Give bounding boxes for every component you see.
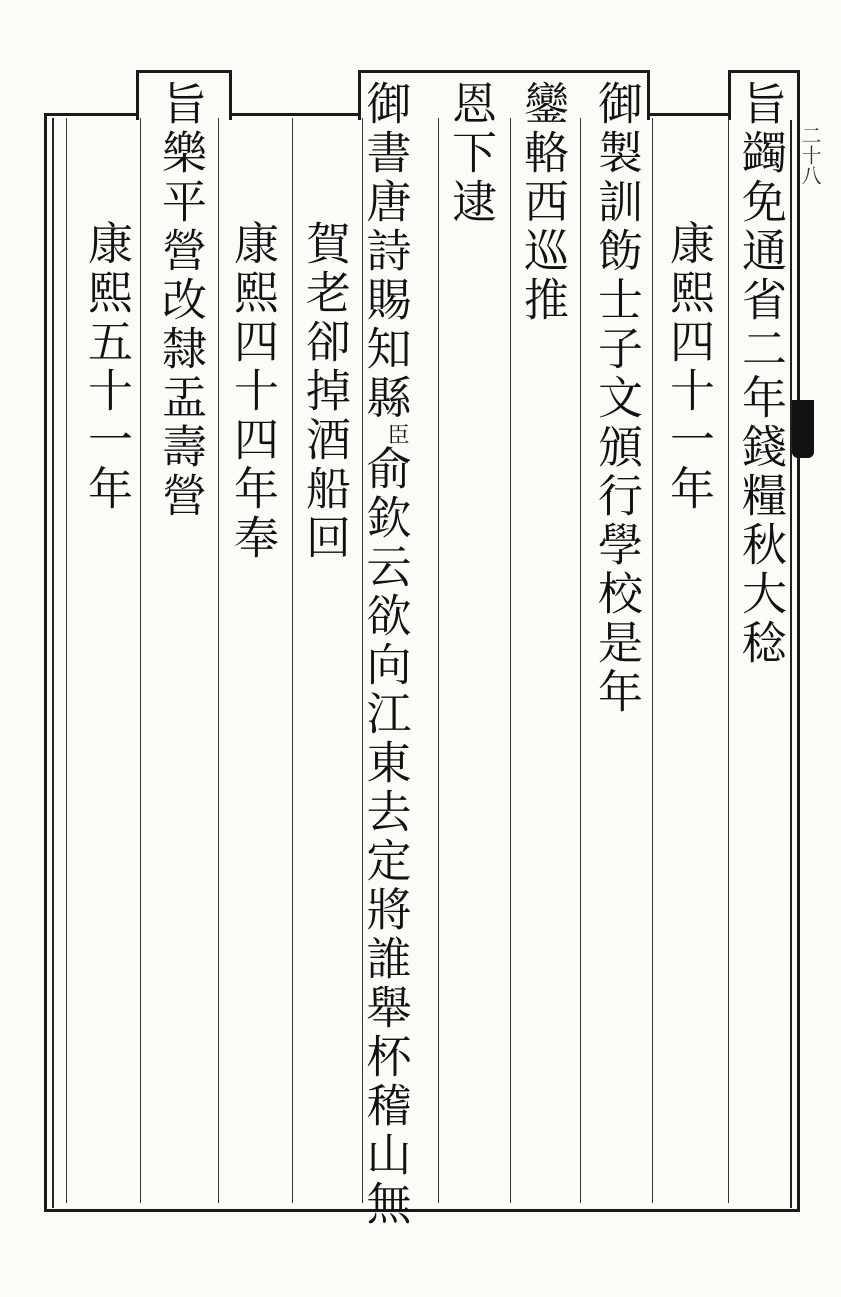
text-column-10 bbox=[80, 220, 132, 514]
minister-self-reference: 臣 bbox=[384, 423, 409, 445]
column-rule bbox=[66, 118, 67, 1203]
column-rule bbox=[652, 118, 653, 1203]
column-rule bbox=[580, 118, 581, 1203]
column-text-continued: 俞欽云欲向江東去定將誰舉杯稽山無 bbox=[358, 445, 412, 1229]
column-rule bbox=[728, 118, 729, 1203]
column-rule bbox=[438, 118, 439, 1203]
inner-left-border bbox=[52, 118, 54, 1208]
column-text: 康熙四十一年 bbox=[662, 220, 715, 514]
folio-number: 二十八 bbox=[798, 125, 822, 185]
column-text: 康熙五十一年 bbox=[80, 220, 133, 514]
column-text: 旨樂平營改隸盂壽營 bbox=[154, 80, 207, 521]
text-column-8 bbox=[226, 220, 278, 563]
text-column-3 bbox=[590, 80, 642, 717]
column-text: 御書唐詩賜知縣 bbox=[358, 80, 412, 423]
column-text: 御製訓飭士子文頒行學校是年 bbox=[590, 80, 643, 717]
column-rule bbox=[510, 118, 511, 1203]
column-text: 恩下逮 bbox=[444, 80, 497, 227]
text-column-9 bbox=[154, 80, 206, 521]
inner-right-border bbox=[790, 118, 792, 1208]
column-text: 賀老卻掉酒船回 bbox=[298, 220, 351, 563]
column-rule bbox=[140, 118, 141, 1203]
text-column-4 bbox=[516, 80, 568, 325]
column-text: 康熙四十四年奉 bbox=[226, 220, 279, 563]
text-column-6 bbox=[358, 80, 422, 1229]
column-text: 旨蠲免通省二年錢糧秋大稔 bbox=[734, 80, 787, 668]
column-rule bbox=[292, 118, 293, 1203]
text-column-7 bbox=[298, 220, 350, 563]
column-text: 鑾輅西巡推 bbox=[516, 80, 569, 325]
fishtail-mark-icon bbox=[792, 400, 814, 458]
text-column-2 bbox=[662, 220, 714, 514]
text-column-1 bbox=[734, 80, 786, 668]
column-rule bbox=[218, 118, 219, 1203]
text-column-5 bbox=[444, 80, 496, 227]
